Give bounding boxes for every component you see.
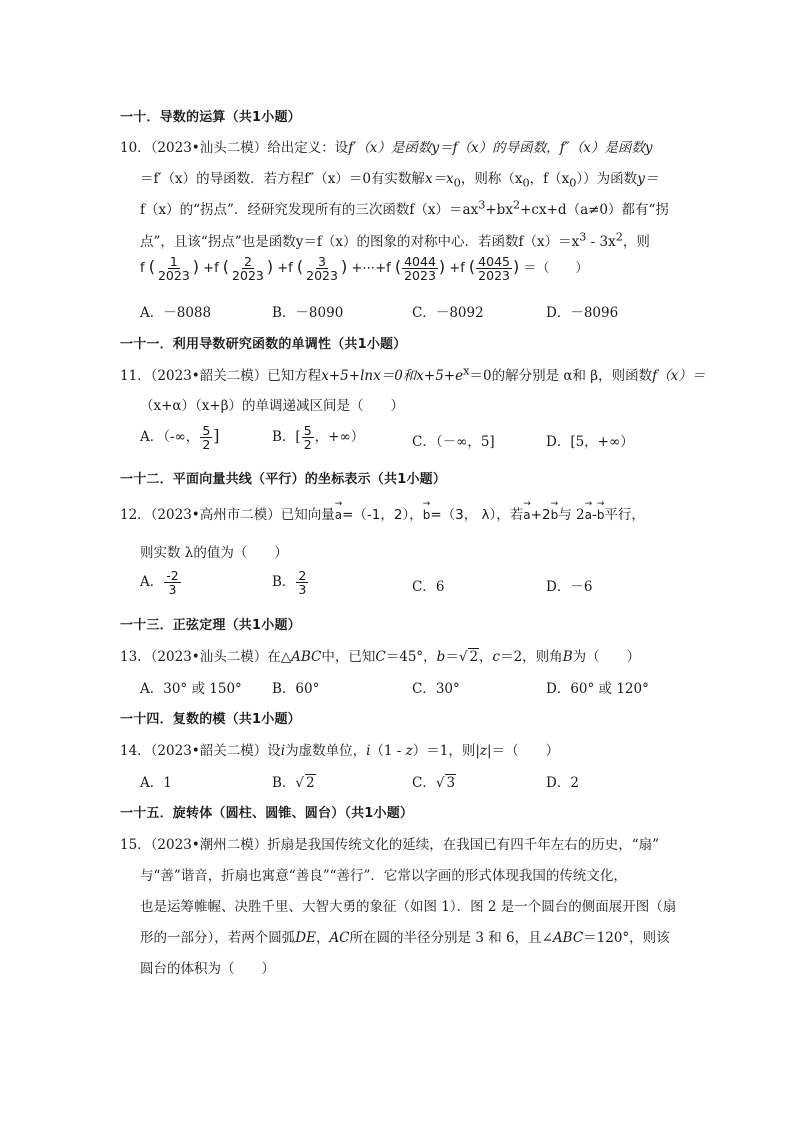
numerator: 4045 — [478, 254, 510, 269]
denominator: 2023 — [232, 268, 264, 284]
question-12-line-2: 则实数 λ的值为（ ） — [140, 545, 288, 561]
text: 13．（2023•汕头二模）在△ — [120, 649, 292, 665]
denominator: 2023 — [306, 268, 338, 284]
option-b[interactable]: B．60° — [272, 681, 320, 697]
option-a[interactable]: A．1 — [140, 775, 172, 791]
numerator: -2 — [166, 568, 179, 583]
text: 形的一部分），若两个圆弧 — [140, 930, 296, 946]
numerator: 1 — [169, 254, 178, 269]
option-c[interactable]: C．（－∞，5] — [412, 434, 495, 450]
plus-f: +f — [449, 261, 465, 277]
text: +bx — [485, 202, 513, 218]
text: 与 2 — [558, 507, 585, 523]
text: f（x）＝ — [652, 368, 706, 384]
option-d[interactable]: D．60° 或 120° — [546, 681, 649, 697]
text: y＝ — [637, 171, 659, 187]
text: x＝x — [424, 171, 454, 187]
text: i — [280, 743, 286, 759]
text: C — [375, 649, 386, 665]
question-10-line-2 — [140, 167, 658, 190]
vector-a: → a — [523, 508, 530, 522]
text: ，则称（x — [460, 171, 523, 187]
text: A． — [140, 574, 164, 591]
section-heading: 一十四．复数的模（共1小题） — [120, 712, 301, 727]
text: x+5+lnx＝0和 — [321, 368, 417, 384]
superscript: 3 — [579, 230, 587, 244]
option-c[interactable]: C．6 — [412, 579, 445, 595]
square-root: √ 2 — [295, 775, 315, 791]
denominator: 2 — [303, 437, 312, 453]
denominator: 3 — [298, 582, 307, 598]
question-13-line-1 — [120, 645, 640, 665]
text: z — [405, 743, 413, 759]
text: 14．（2023•韶关二模）设 — [120, 743, 281, 759]
option-c[interactable]: C．30° — [412, 681, 460, 697]
text: f（x）＝ax — [409, 202, 479, 218]
fraction — [304, 255, 340, 282]
question-15-line-1: 15．（2023•潮州二模）折扇是我国传统文化的延续，在我国已有四千年左右的历史，“扇” — [120, 837, 660, 853]
text: AC — [329, 930, 350, 946]
text: ，+∞） — [314, 429, 365, 446]
fraction — [200, 424, 212, 451]
text: =（-1，2）， — [342, 507, 423, 523]
option-d[interactable]: D．[5，+∞） — [546, 434, 634, 450]
fraction — [302, 424, 314, 451]
text: B．[ — [272, 429, 301, 446]
text: （1 - — [370, 743, 406, 759]
text: ＝f′（x）的导函数．若方程 — [140, 171, 305, 187]
text: +2 — [530, 507, 551, 523]
vector-a: → a — [335, 508, 342, 522]
vector-b: → b — [597, 508, 605, 522]
option-b[interactable] — [272, 569, 309, 596]
vector-a: → a — [585, 508, 592, 522]
text: f′（x）是函数 — [348, 140, 432, 156]
question-15-line-3: 也是运筹帷幄、决胜千里、大智大勇的象征（如图 1）．图 2 是一个圆台的侧面展开图（扇 — [140, 899, 677, 915]
text: ， — [315, 930, 330, 946]
text: 为虚数单位， — [285, 743, 367, 759]
fraction — [230, 255, 266, 282]
denominator: 3 — [168, 582, 177, 598]
question-15-line-2: 与“善”谐音，折扇也寓意“善良”“善行”．它常以字画的形式体现我国的传统文化， — [140, 868, 627, 884]
text: x+5+e — [416, 368, 464, 384]
section-heading: 一十五．旋转体（圆柱、圆锥、圆台）（共1小题） — [120, 806, 414, 821]
text: - 3x — [586, 234, 616, 250]
equals-blank: ＝（ ） — [523, 261, 589, 277]
text: |＝（ ） — [487, 743, 560, 759]
question-10-line-1 — [120, 136, 652, 156]
option-b[interactable]: B．－8090 — [272, 305, 344, 321]
fraction — [156, 255, 192, 282]
question-11-line-1 — [120, 364, 705, 384]
text: ））为函数 — [576, 171, 638, 187]
paren: ) — [438, 257, 446, 277]
text: 所在圆的半径分别是 3 和 6，且∠ — [349, 930, 553, 946]
text: B． — [272, 574, 296, 591]
option-d[interactable]: D．－6 — [546, 579, 593, 595]
denominator: 2023 — [404, 268, 436, 284]
superscript: 3 — [478, 198, 486, 212]
fraction — [402, 255, 438, 282]
paren: ( — [222, 257, 230, 277]
square-root: √ 2 — [458, 649, 479, 665]
text: =（3， λ），若 — [430, 507, 524, 523]
numerator: 4044 — [404, 254, 436, 269]
numerator: 2 — [243, 254, 252, 269]
text: A．（-∞， — [140, 429, 200, 446]
plus-f: +f — [277, 261, 293, 277]
radicand: 3 — [446, 775, 456, 791]
text: 12．（2023•高州市二模）已知向量 — [120, 507, 335, 523]
text: 点”，且该“拐点”也是函数 — [140, 234, 296, 250]
numerator: 5 — [303, 423, 312, 438]
text: y＝f（x）的导函数， — [431, 140, 560, 156]
text: y — [644, 140, 653, 156]
question-14-line-1 — [120, 739, 559, 759]
text: ＝0的解分别是 α和 β，则函数 — [469, 368, 653, 384]
option-a[interactable]: A．30° 或 150° — [140, 681, 242, 697]
fraction — [164, 569, 180, 596]
question-10-line-4 — [140, 230, 650, 250]
text: b — [436, 649, 446, 665]
section-heading: 一十三．正弦定理（共1小题） — [120, 618, 301, 633]
paren: ) — [266, 257, 274, 277]
text: f″（x）＝0有实数解 — [304, 171, 425, 187]
radicand: 2 — [469, 649, 479, 665]
subscript: 0 — [453, 176, 461, 190]
option-c[interactable]: C．－8092 — [412, 305, 484, 321]
paren: ) — [512, 257, 520, 277]
question-15-line-4 — [140, 926, 670, 946]
text: ] — [213, 426, 220, 446]
plus-f: +f — [203, 261, 219, 277]
fraction — [476, 255, 512, 282]
subscript: 0 — [522, 176, 530, 190]
fraction — [296, 569, 308, 596]
text: f（x）的“拐点”．经研究发现所有的三次函数 — [140, 202, 410, 218]
text: c — [492, 649, 501, 665]
text: ＝120°，则该 — [583, 930, 670, 946]
text: ， — [479, 649, 493, 665]
paren: ( — [394, 257, 402, 277]
function-f: f — [140, 261, 145, 277]
radicand: 2 — [306, 775, 315, 791]
text: C． — [412, 775, 436, 791]
option-d[interactable]: D．2 — [546, 775, 579, 791]
text: 平行， — [604, 507, 645, 523]
option-c[interactable] — [412, 771, 456, 791]
section-heading: 一十．导数的运算（共1小题） — [120, 110, 301, 125]
vector-b: → b — [423, 508, 431, 522]
option-a[interactable] — [140, 569, 182, 596]
option-a[interactable]: A．－8088 — [140, 305, 212, 321]
option-b[interactable] — [272, 771, 316, 791]
denominator: 2023 — [157, 268, 190, 284]
text: DE — [295, 930, 316, 946]
text: ＝45°， — [385, 649, 437, 665]
text: ，f（x — [529, 171, 570, 187]
vector-b: → b — [551, 508, 559, 522]
denominator: 2 — [202, 437, 211, 453]
numerator: 2 — [298, 568, 307, 583]
paren: ( — [148, 257, 155, 277]
text: - — [591, 507, 597, 523]
text: ABC — [552, 930, 584, 946]
text: 中，已知 — [321, 649, 376, 665]
question-12-line-1 — [120, 503, 645, 523]
paren: ) — [340, 257, 348, 277]
text: z — [479, 743, 488, 759]
text: 10．（2023•汕头二模）给出定义：设 — [120, 140, 349, 156]
question-10-formula — [140, 255, 588, 282]
paren: ( — [296, 257, 304, 277]
paren: ( — [468, 257, 476, 277]
text: B — [562, 649, 573, 665]
superscript: 2 — [615, 230, 623, 244]
denominator: 2023 — [478, 268, 510, 284]
question-10-line-3 — [140, 198, 669, 218]
text: ）＝1，则| — [412, 743, 480, 759]
text: f（x）＝x — [518, 234, 580, 250]
text: ABC — [291, 649, 322, 665]
text: ＝2，则角 — [500, 649, 563, 665]
paren: ) — [192, 257, 200, 277]
text: ，则 — [622, 234, 650, 250]
square-root: √ 3 — [435, 775, 456, 791]
superscript: 2 — [512, 198, 521, 212]
section-heading: 一十一．利用导数研究函数的单调性（共1小题） — [120, 337, 407, 352]
text: 为（ ） — [572, 649, 641, 665]
numerator: 3 — [318, 254, 326, 269]
text: 11．（2023•韶关二模）已知方程 — [120, 368, 322, 384]
text: y＝f（x）的图象的对称中心．若函数 — [295, 234, 519, 250]
question-15-line-5: 圆台的体积为（ ） — [140, 961, 275, 977]
option-a[interactable] — [140, 424, 220, 451]
text: ＝ — [445, 649, 459, 665]
superscript: x — [463, 364, 470, 378]
section-heading: 一十二．平面向量共线（平行）的坐标表示（共1小题） — [120, 472, 447, 487]
option-d[interactable]: D．－8096 — [546, 305, 619, 321]
text: i — [366, 743, 371, 759]
text: +cx+d（a≠0）都有“拐 — [520, 202, 669, 218]
text: B． — [272, 775, 296, 791]
numerator: 5 — [202, 423, 211, 438]
option-b[interactable] — [272, 424, 364, 451]
ellipsis: +⋯+f — [351, 261, 391, 277]
question-11-line-2: （x+α）（x+β）的单调递减区间是（ ） — [140, 398, 405, 414]
text: f″（x）是函数 — [559, 140, 645, 156]
subscript: 0 — [569, 176, 577, 190]
